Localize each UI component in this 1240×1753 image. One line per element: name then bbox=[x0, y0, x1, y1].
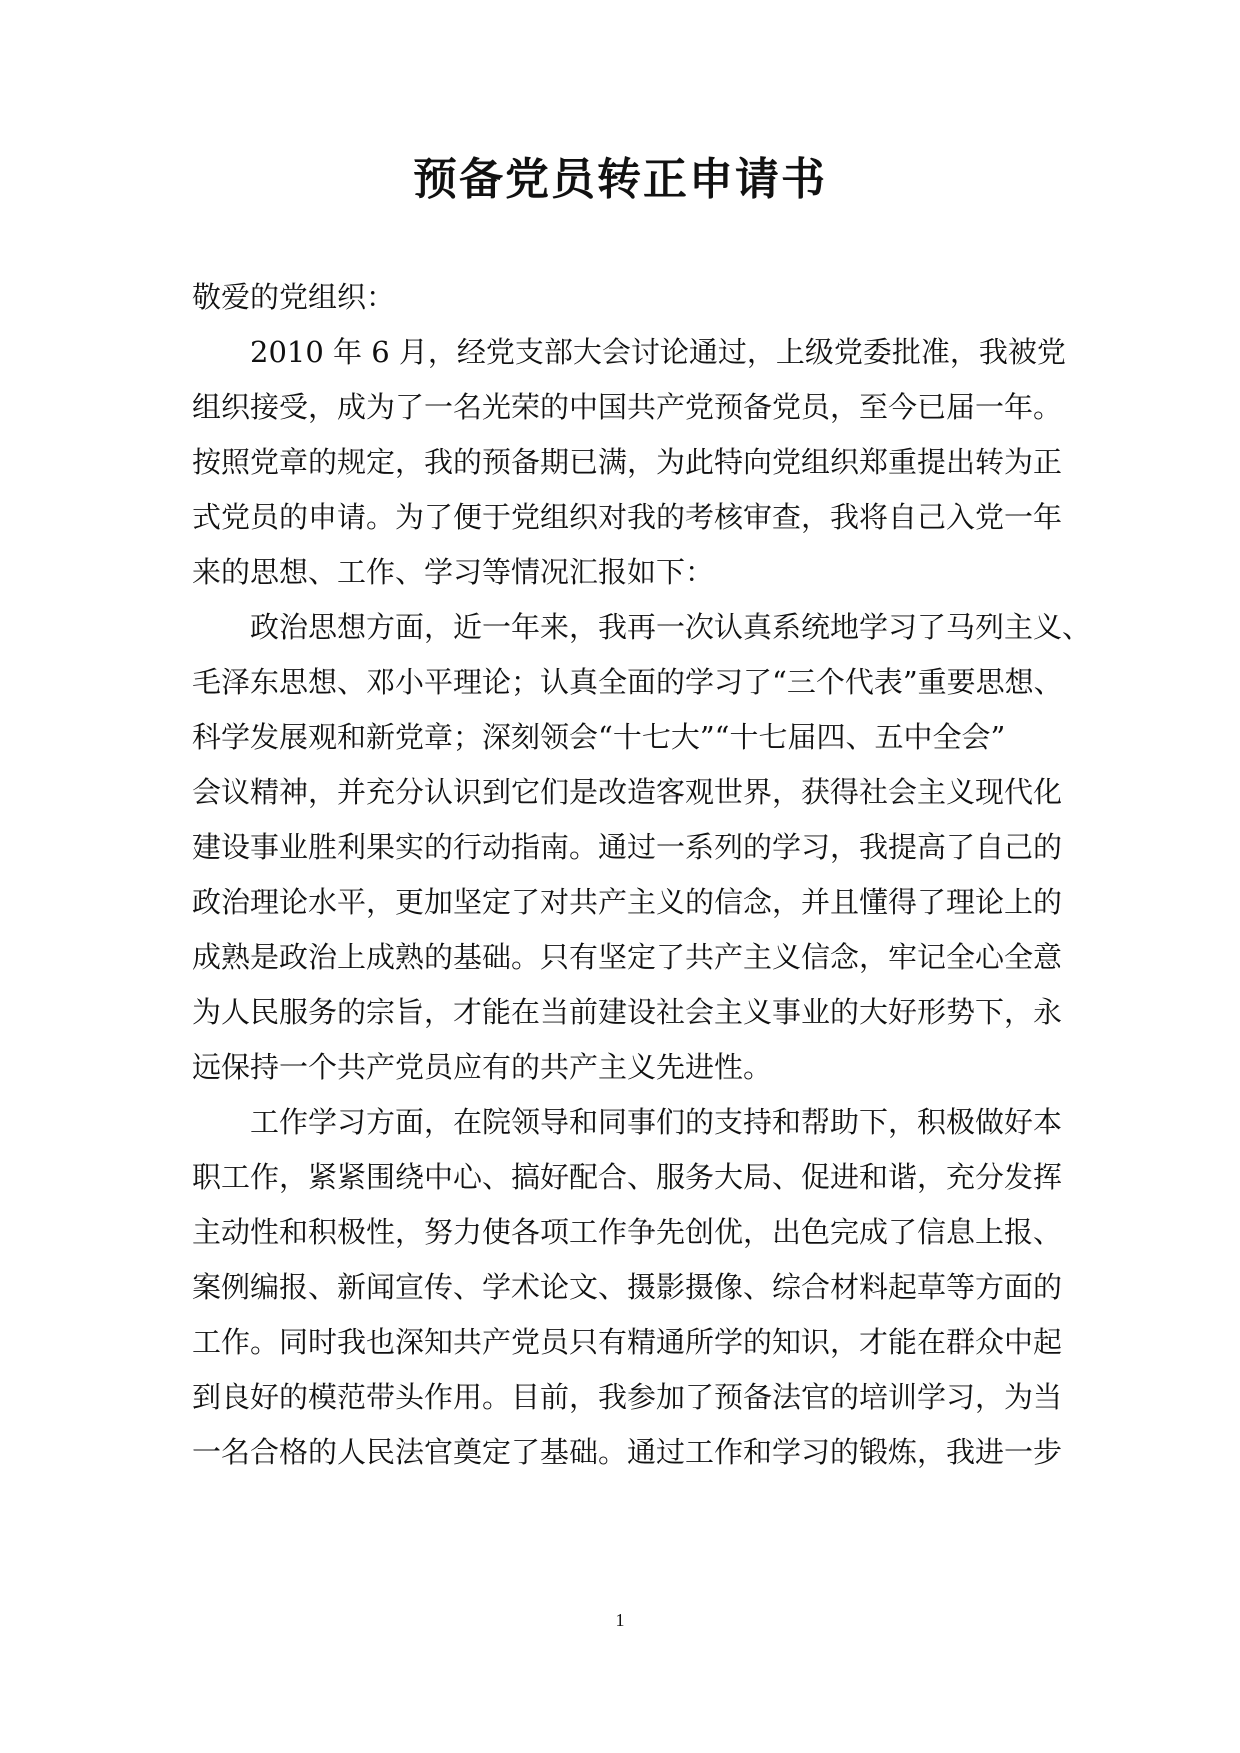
paragraph-line: 为人民服务的宗旨，才能在当前建设社会主义事业的大好形势下，永 bbox=[192, 995, 1063, 1029]
paragraph-line: 式党员的申请。为了便于党组织对我的考核审查，我将自己入党一年 bbox=[192, 500, 1063, 534]
salutation-line: 敬爱的党组织： bbox=[192, 280, 396, 314]
paragraph-line: 来的思想、工作、学习等情况汇报如下： bbox=[192, 555, 715, 589]
paragraph-line: 远保持一个共产党员应有的共产主义先进性。 bbox=[192, 1050, 773, 1084]
paragraph-line: 建设事业胜利果实的行动指南。通过一系列的学习，我提高了自己的 bbox=[192, 830, 1063, 864]
paragraph-line: 主动性和积极性，努力使各项工作争先创优，出色完成了信息上报、 bbox=[192, 1215, 1063, 1249]
paragraph-line: 按照党章的规定，我的预备期已满，为此特向党组织郑重提出转为正 bbox=[192, 445, 1063, 479]
paragraph-line: 成熟是政治上成熟的基础。只有坚定了共产主义信念，牢记全心全意 bbox=[192, 940, 1063, 974]
paragraph-line: 会议精神，并充分认识到它们是改造客观世界，获得社会主义现代化 bbox=[192, 775, 1063, 809]
paragraph-line: 2010 年 6 月，经党支部大会讨论通过，上级党委批准，我被党 bbox=[250, 335, 1066, 369]
document-title: 预备党员转正申请书 bbox=[413, 154, 827, 205]
paragraph-line: 政治思想方面，近一年来，我再一次认真系统地学习了马列主义、 bbox=[250, 610, 1092, 644]
page-number: 1 bbox=[615, 1610, 625, 1630]
paragraph-line: 一名合格的人民法官奠定了基础。通过工作和学习的锻炼，我进一步 bbox=[192, 1435, 1063, 1469]
paragraph-line: 到良好的模范带头作用。目前，我参加了预备法官的培训学习，为当 bbox=[192, 1380, 1063, 1414]
paragraph-line: 案例编报、新闻宣传、学术论文、摄影摄像、综合材料起草等方面的 bbox=[192, 1270, 1063, 1304]
paragraph-line: 工作学习方面，在院领导和同事们的支持和帮助下，积极做好本 bbox=[250, 1105, 1063, 1139]
paragraph-line: 工作。同时我也深知共产党员只有精通所学的知识，才能在群众中起 bbox=[192, 1325, 1063, 1359]
paragraph-line: 政治理论水平，更加坚定了对共产主义的信念，并且懂得了理论上的 bbox=[192, 885, 1063, 919]
paragraph-line: 职工作，紧紧围绕中心、搞好配合、服务大局、促进和谐，充分发挥 bbox=[192, 1160, 1063, 1194]
paragraph-line: 科学发展观和新党章；深刻领会“十七大”“十七届四、五中全会” bbox=[192, 720, 1006, 754]
paragraph-line: 组织接受，成为了一名光荣的中国共产党预备党员，至今已届一年。 bbox=[192, 390, 1063, 424]
paragraph-line: 毛泽东思想、邓小平理论；认真全面的学习了“三个代表”重要思想、 bbox=[192, 665, 1063, 699]
